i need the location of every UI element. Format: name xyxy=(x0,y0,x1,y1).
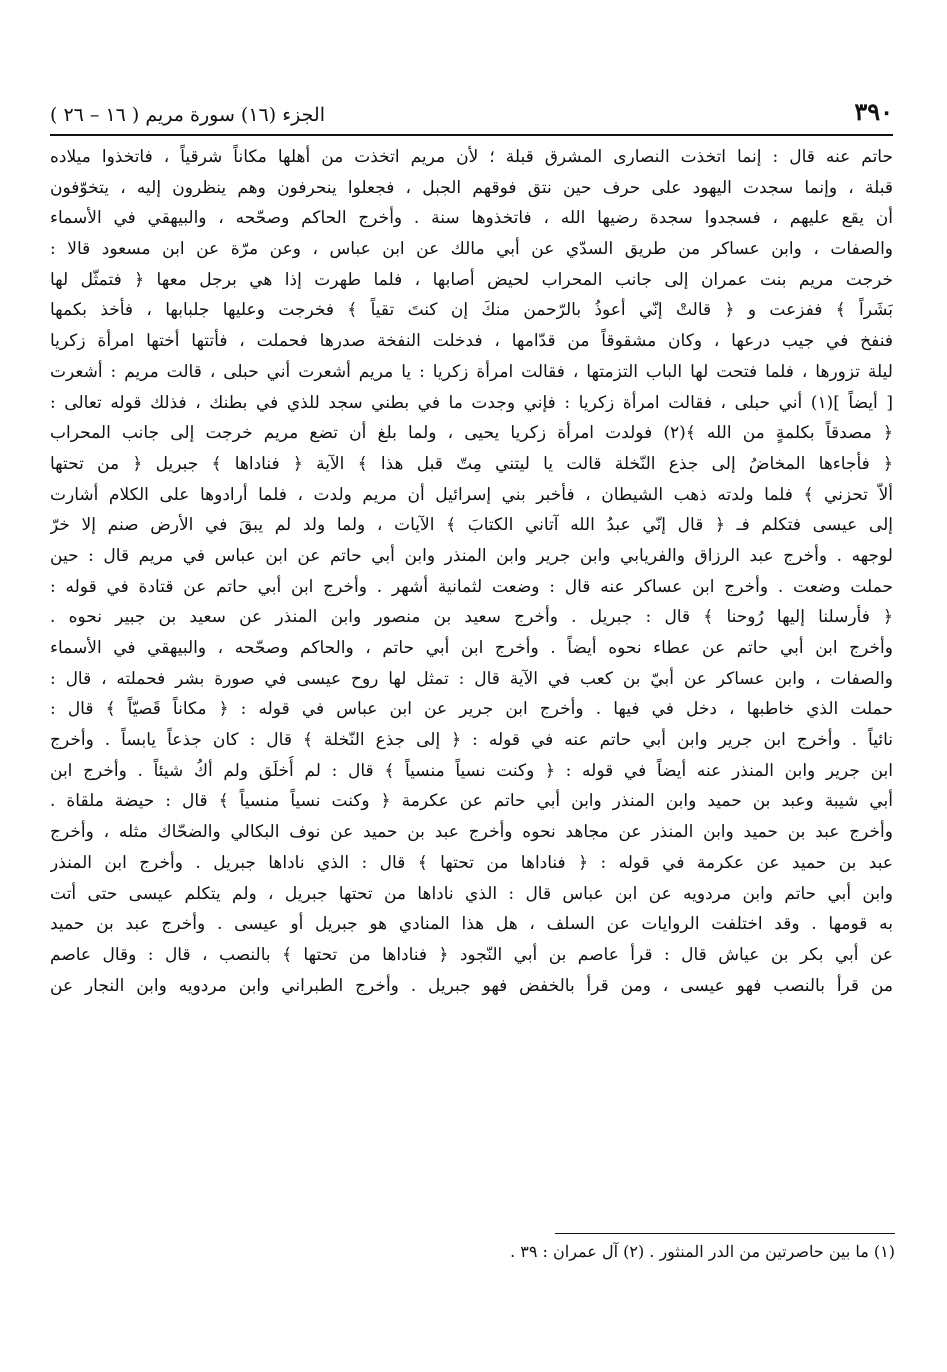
text-line: عن أبي بكر بن عياش قال : قرأ عاصم بن أبي النّجود ﴿ فناداها من تحتها ﴾ بالنصب ، قال : وقال عاصم xyxy=(50,944,893,965)
text-line: عبد بن حميد عن عكرمة في قوله : ﴿ فناداها من تحتها ﴾ قال : الذي ناداها جبريل . وأخرج ابن المنذر xyxy=(50,852,893,873)
running-head: الجزء (١٦) سورة مريم ( ١٦ – ٢٦ ) xyxy=(50,104,325,126)
footnote: (١) ما بين حاصرتين من الدر المنثور . (٢) آل عمران : ٣٩ . xyxy=(510,1242,895,1261)
text-line: ﴿ فأجاءها المخاضُ إلى جذع النّخلة قالت يا ليتني مِتّ قبل هذا ﴾ الآية ﴿ فناداها ﴾ جبريل ﴿ من تحتها xyxy=(50,453,893,474)
text-line: والصفات ، وابن عساكر من طريق السدّي عن أبي مالك عن ابن عباس ، وعن مرّة عن ابن مسعود قالا : xyxy=(50,239,893,260)
text-line: وأخرج عبد بن حميد وابن المنذر عن مجاهد نحوه وأخرج عبد بن حميد عن نوف البكالي والضحّاك مثله ، وأخرج xyxy=(50,822,893,843)
text-line: [ أيضاً ](١) أني حبلى ، فقالت امرأة زكريا : فإني وجدت ما في بطني سجد للذي في بطنك ، فذلك قوله تعالى : xyxy=(50,392,893,413)
text-line: من قرأ بالنصب فهو عيسى ، ومن قرأ بالخفض فهو جبريل . وأخرج الطبراني وابن مردويه وابن النجار عن xyxy=(50,975,893,996)
text-line: وأخرج ابن أبي حاتم عن عطاء نحوه أيضاً . وأخرج ابن أبي حاتم ، والحاكم وصحّحه ، والبيهقي في الأسماء xyxy=(50,638,893,658)
text-line: ليلة تزورها ، فلما فتحت لها الباب التزمتها ، فقالت امرأة زكريا : يا مريم أشعرت أني حبلى ، قالت مريم : أشعرت xyxy=(50,361,893,382)
text-line: حاتم عنه قال : إنما اتخذت النصارى المشرق قبلة ؛ لأن مريم اتخذت من أهلها مكاناً شرقياً ، فاتخذوا ميلاده xyxy=(50,147,893,167)
text-line: ألاّ تحزني ﴾ فلما ولدته ذهب الشيطان ، فأخبر بني إسرائيل أن مريم ولدت ، فلما أرادوها على الكلام أشارت xyxy=(50,484,893,505)
text-line: حملت وضعت . وأخرج ابن عساكر عنه قال : وضعت لثمانية أشهر . وأخرج ابن أبي حاتم عن قتادة في قوله : xyxy=(50,576,893,597)
text-line: حملت الذي خاطبها ، دخل في فيها . وأخرج ابن جرير عن ابن عباس في قوله : ﴿ مكاناً قَصيّاً ﴾ قال : xyxy=(50,699,893,720)
text-line: إلى عيسى فتكلم فـ ﴿ قال إنّي عبدُ الله آتاني الكتابَ ﴾ الآيات ، ولما ولد لم يبقَ في الأرض صنم إلا خرّ xyxy=(50,515,893,536)
text-line: ﴿ مصدقاً بكلمةٍ من الله ﴾(٢) فولدت امرأة زكريا يحيى ، ولما بلغ أن تضع مريم خرجت إلى جانب المحراب xyxy=(50,423,893,444)
body-text xyxy=(50,142,893,1001)
text-line: لوجهه . وأخرج عبد الرزاق والفريابي وابن جرير وابن المنذر وابن أبي حاتم عن ابن عباس في مريم قال : حين xyxy=(50,545,893,566)
text-line: به قومها . وقد اختلفت الروايات عن السلف ، هل هذا المنادي هو جبريل أو عيسى . وأخرج عبد بن حميد xyxy=(50,914,893,935)
page-header xyxy=(50,88,893,126)
text-line: نائياً . وأخرج ابن جرير وابن أبي حاتم عنه في قوله : ﴿ إلى جذع النّخلة ﴾ قال : كان جذعاً يابساً . وأخرج xyxy=(50,730,893,751)
text-line: ﴿ فأرسلنا إليها رُوحنا ﴾ قال : جبريل . وأخرج سعيد بن منصور وابن المنذر عن سعيد بن جبير نحوه . xyxy=(50,607,893,628)
text-line: بَشَراً ﴾ ففزعت و ﴿ قالتْ إنّي أعوذُ بالرّحمن منكَ إن كنتَ تقياً ﴾ فخرجت وعليها جلبابها ، فأخذ بكمها xyxy=(50,300,893,321)
header-rule xyxy=(50,134,893,136)
footnote-rule xyxy=(555,1233,895,1234)
text-line: قبلة ، وإنما سجدت اليهود على حرف حين نتق فوقهم الجبل ، فجعلوا ينحرفون وهم ينظرون إليه ، يتخوّفون xyxy=(50,177,893,198)
text-line: أن يقع عليهم ، فسجدوا سجدة رضيها الله ، فاتخذوها سنة . وأخرج الحاكم وصحّحه ، والبيهقي في الأسماء xyxy=(50,208,893,229)
text-line: والصفات ، وابن عساكر عن أبيّ بن كعب في الآية قال : تمثل لها روح عيسى في صورة بشر فحملته ، قال : xyxy=(50,668,893,689)
text-line: فنفخ في جيب درعها ، وكان مشقوقاً من قدّامها ، فدخلت النفخة صدرها فحملت ، فأتتها أختها امرأة زكريا xyxy=(50,331,893,352)
text-line: وابن أبي حاتم وابن مردويه عن ابن عباس قال : الذي ناداها من تحتها جبريل ، ولم يتكلم عيسى حتى أتت xyxy=(50,883,893,904)
text-line: ابن جرير وابن المنذر عنه أيضاً في قوله : ﴿ وكنت نسياً منسياً ﴾ قال : لم أُخلَق ولم أكُ شيئاً . وأخرج ابن xyxy=(50,760,893,781)
text-line: أبي شيبة وعبد بن حميد وابن المنذر وابن أبي حاتم عن عكرمة ﴿ وكنت نسياً منسياً ﴾ قال : حيضة ملقاة . xyxy=(50,791,893,812)
text-line: خرجت مريم بنت عمران إلى جانب المحراب لحيض أصابها ، فلما طهرت إذا هي برجل معها ﴿ فتمثّل لها xyxy=(50,269,893,290)
page-number: ٣٩٠ xyxy=(854,97,893,126)
